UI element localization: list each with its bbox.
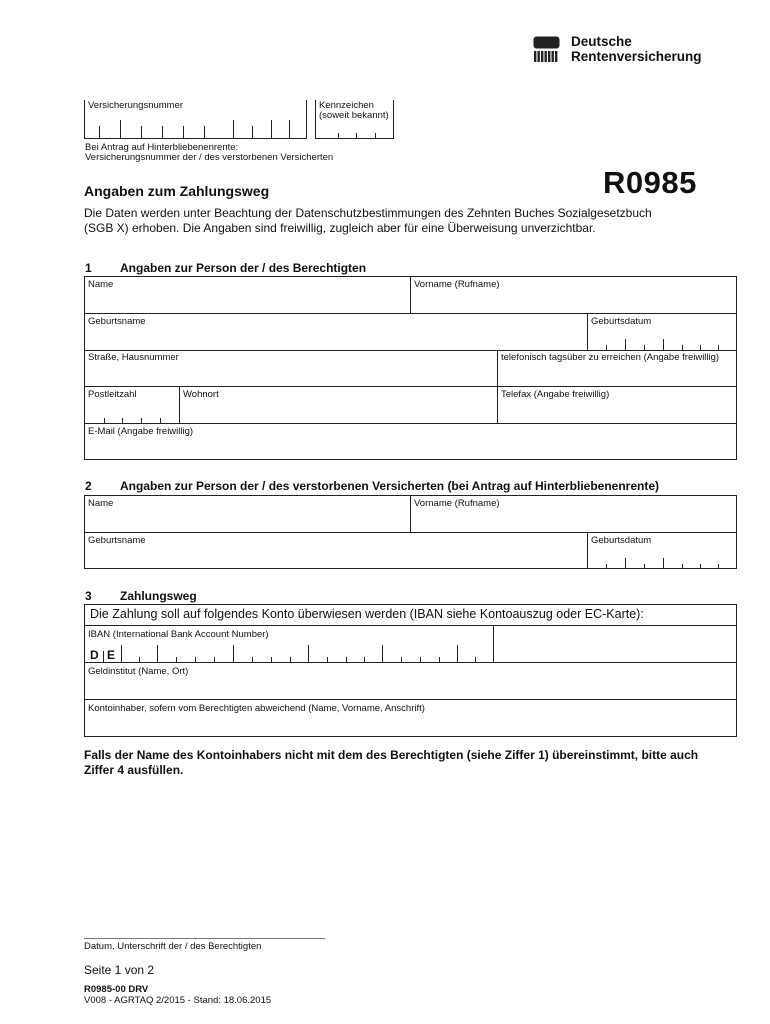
s1-geburtsname-label: Geburtsname (88, 316, 146, 327)
s3-bank-label: Geldinstitut (Name, Ort) (88, 666, 189, 677)
signature-label: Datum, Unterschrift der / des Berechtigten (84, 941, 262, 952)
section-2-number: 2 (85, 479, 92, 493)
s1-geburtsdatum-label: Geburtsdatum (591, 316, 652, 327)
note-line-1: Falls der Name des Kontoinhabers nicht mit dem des Berechtigten (siehe Ziffer 1) übereinstimmt, bitte auch (84, 748, 699, 762)
drv-logo-mark (533, 36, 561, 64)
account-holder-field[interactable] (85, 700, 736, 736)
s1-email-field[interactable] (85, 424, 736, 459)
intro-line-2: (SGB X) erhoben. Die Angaben sind freiwillig, zugleich aber für eine Überweisung unverzichtbar. (84, 221, 596, 235)
iban-prefix-e: E (107, 648, 116, 662)
s2-geburtsname-field[interactable] (85, 533, 586, 568)
intro-line-1: Die Daten werden unter Beachtung der Datenschutzbestimmungen des Zehnten Buches Sozialgesetzbuch (84, 206, 652, 220)
s1-geburtsdatum-field[interactable] (588, 314, 736, 350)
s1-plz-field[interactable] (85, 387, 178, 423)
s1-wohnort-label: Wohnort (183, 389, 219, 400)
survivor-hint-1: Bei Antrag auf Hinterbliebenenrente: (85, 142, 239, 153)
section-3-number: 3 (85, 589, 92, 603)
s2-geburtsname-label: Geburtsname (88, 535, 146, 546)
form-title: Angaben zum Zahlungsweg (84, 183, 270, 199)
s2-name-field[interactable] (85, 496, 409, 532)
logo-line-2: Rentenversicherung (571, 49, 702, 64)
s1-telefon-label: telefonisch tagsüber zu erreichen (Angabe freiwillig) (501, 352, 720, 363)
survivor-hint-2: Versicherungsnummer der / des verstorbenen Versicherten (85, 152, 334, 163)
s1-telefon-field[interactable] (498, 351, 736, 386)
s1-wohnort-field[interactable] (180, 387, 496, 423)
kennzeichen-label: Kennzeichen (319, 100, 374, 111)
form-code: R0985 (603, 165, 697, 200)
vsnr-label: Versicherungsnummer (88, 100, 184, 111)
s1-strasse-label: Straße, Hausnummer (88, 352, 179, 363)
s1-email-label: E-Mail (Angabe freiwillig) (88, 426, 194, 437)
s2-geburtsdatum-field[interactable] (588, 533, 736, 568)
note-line-2: Ziffer 4 ausfüllen. (84, 763, 184, 777)
section-1-title: Angaben zur Person der / des Berechtigten (120, 261, 367, 275)
form-id: R0985-00 DRV (84, 984, 149, 995)
s1-strasse-field[interactable] (85, 351, 496, 386)
s3-instruction: Die Zahlung soll auf folgendes Konto überwiesen werden (IBAN siehe Kontoauszug oder EC-Karte): (90, 607, 644, 621)
signature-field[interactable] (84, 905, 325, 938)
logo-line-1: Deutsche (571, 34, 632, 49)
s2-vorname-label: Vorname (Rufname) (414, 498, 500, 509)
s2-geburtsdatum-label: Geburtsdatum (591, 535, 652, 546)
s3-iban-label: IBAN (International Bank Account Number) (88, 629, 269, 640)
kennzeichen-sublabel: (soweit bekannt) (319, 110, 389, 121)
s1-telefax-field[interactable] (498, 387, 736, 423)
s1-plz-label: Postleitzahl (88, 389, 137, 400)
bank-field[interactable] (85, 663, 736, 699)
section-2-title: Angaben zur Person der / des verstorbenen Versicherten (bei Antrag auf Hinterbliebenenrente) (120, 479, 660, 493)
s1-geburtsname-field[interactable] (85, 314, 586, 350)
insurance-number-field[interactable] (85, 112, 305, 138)
section-3-title: Zahlungsweg (120, 589, 197, 603)
kennzeichen-field[interactable] (316, 122, 392, 138)
s1-name-label: Name (88, 279, 114, 290)
s1-name-field[interactable] (85, 277, 409, 313)
s3-holder-label: Kontoinhaber, sofern vom Berechtigten abweichend (Name, Vorname, Anschrift) (88, 703, 425, 714)
iban-prefix-d: D (90, 648, 99, 662)
s2-name-label: Name (88, 498, 114, 509)
drv-logo (533, 34, 723, 68)
form-version: V008 - AGRTAQ 2/2015 - Stand: 18.06.2015 (84, 995, 272, 1006)
section-1-number: 1 (85, 261, 92, 275)
page-number: Seite 1 von 2 (84, 963, 155, 977)
s1-vorname-field[interactable] (411, 277, 736, 313)
signature-line (84, 938, 325, 939)
s1-vorname-label: Vorname (Rufname) (414, 279, 500, 290)
iban-field[interactable] (85, 640, 492, 662)
s1-telefax-label: Telefax (Angabe freiwillig) (501, 389, 610, 400)
s2-vorname-field[interactable] (411, 496, 736, 532)
